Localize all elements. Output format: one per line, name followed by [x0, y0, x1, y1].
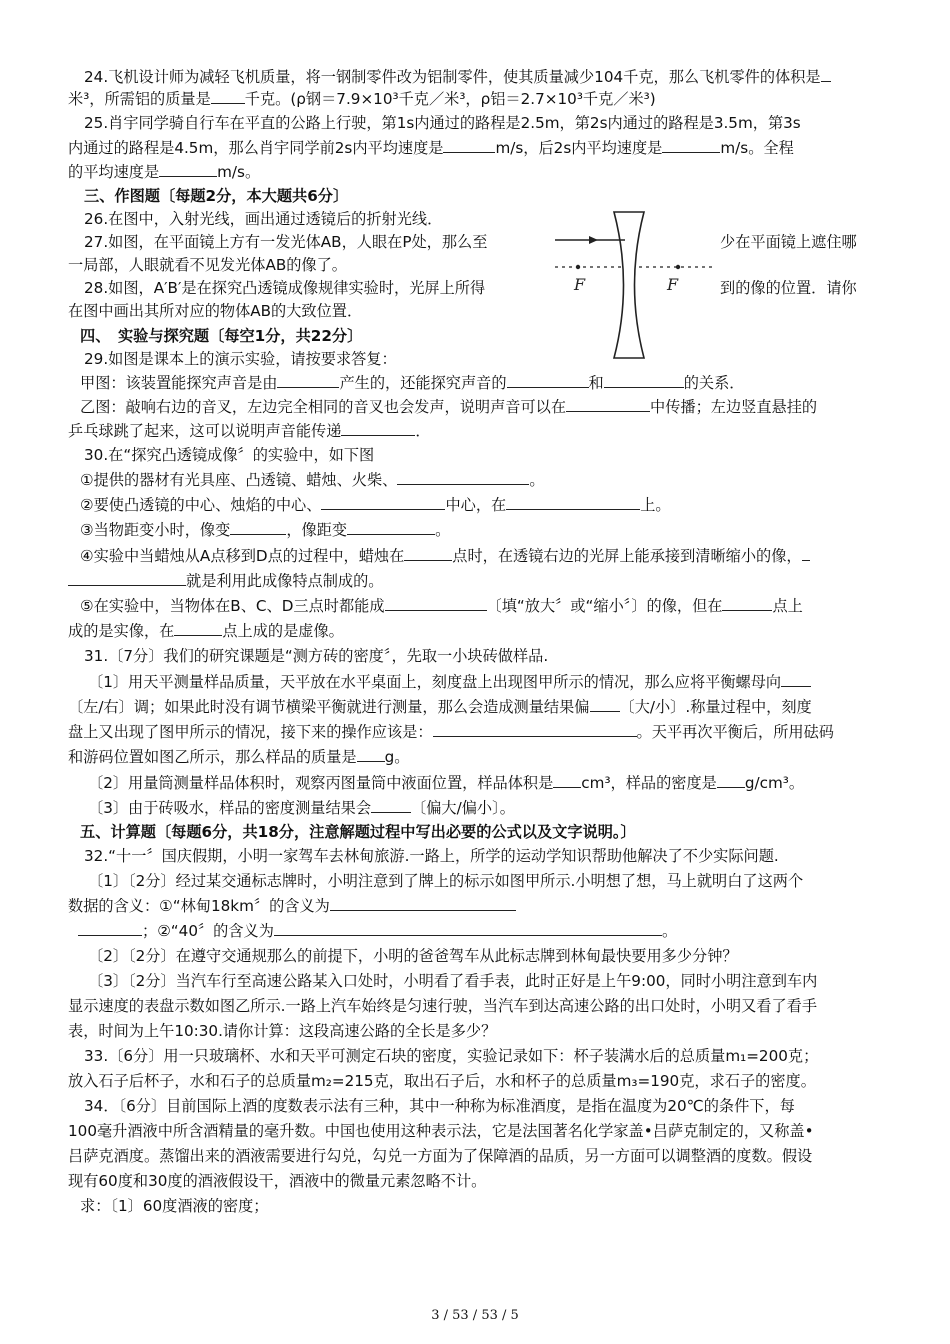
text-line-l40 — [68, 1020, 496, 1042]
answer-blank[interactable] — [781, 671, 811, 687]
answer-blank[interactable] — [174, 620, 222, 636]
text-line-l45 — [68, 1145, 812, 1167]
text-line-l46 — [68, 1170, 486, 1192]
line-text: cm³，样品的密度是 — [581, 774, 717, 792]
text-line-l43 — [84, 1095, 795, 1117]
text-line-l24 — [68, 620, 344, 642]
line-text: 在图中画出其所对应的物体AB的大致位置． — [68, 302, 363, 320]
line-text: 26.在图中，入射光线，画出通过透镜后的折射光线． — [84, 210, 443, 228]
text-line-l12 — [80, 325, 362, 347]
text-line-l06 — [84, 185, 348, 207]
text-line-l10r — [720, 277, 857, 299]
answer-blank[interactable] — [159, 161, 217, 177]
text-line-l08 — [84, 231, 487, 253]
line-text: 到的像的位置．请你 — [720, 279, 857, 297]
answer-blank[interactable] — [371, 797, 411, 813]
answer-blank[interactable] — [330, 895, 516, 911]
text-line-l47 — [80, 1195, 268, 1217]
line-text: 〔1〕用天平测量样品质量，天平放在水平桌面上，刻度盘上出现图甲所示的情况，那么应将平衡螺母向 — [88, 673, 782, 691]
answer-blank[interactable] — [590, 696, 620, 712]
text-line-l17 — [84, 444, 374, 466]
line-text: 〔1〕〔2分〕经过某交通标志牌时，小明注意到了牌上的标示如图甲所示.小明想了想，马上就明白了这两个 — [88, 872, 804, 890]
line-text: 的平均速度是 — [68, 163, 160, 181]
page-footer: 3 / 53 / 53 / 5 — [431, 1308, 519, 1323]
line-text: 米³，所需铝的质量是 — [68, 90, 211, 108]
line-text: 〔2〕〔2分〕在遵守交通规那么的前提下，小明的爸爸驾车从此标志牌到林甸最快要用多少分钟？ — [88, 947, 738, 965]
answer-blank[interactable] — [341, 420, 415, 436]
answer-blank[interactable] — [78, 920, 142, 936]
line-text: 27.如图，在平面镜上方有一发光体AB，人眼在P处，那么至 — [84, 233, 488, 251]
line-text: 和 — [588, 374, 604, 392]
answer-blank[interactable] — [68, 570, 186, 586]
text-line-l35 — [68, 895, 516, 917]
answer-blank[interactable] — [433, 721, 637, 737]
text-line-l33 — [84, 845, 779, 867]
line-text: 中心，在 — [445, 496, 507, 514]
line-text: 34．〔6分〕目前国际上酒的度数表示法有三种，其中一种称为标准酒度，是指在温度为20℃的条件下，每 — [84, 1097, 795, 1115]
line-text: 100毫升酒液中所含酒精量的毫升数。中国也使用这种表示法，它是法国著名化学家盖•吕萨克制定的，又称盖• — [68, 1122, 814, 1140]
line-text: 乙图：敲响右边的音叉，左边完全相同的音叉也会发声，说明声音可以在 — [80, 398, 566, 416]
text-line-l13 — [84, 348, 397, 370]
line-text: 32.“十一〞国庆假期，小明一家驾车去林甸旅游.一路上，所学的运动学知识帮助他解决了不少实际问题. — [84, 847, 779, 865]
line-text: 吕萨克酒度。蒸馏出来的酒液需要进行勾兑，勾兑一方面为了保障酒的品质，另一方面可以调整酒的度数。假设 — [68, 1147, 813, 1165]
text-line-l44 — [68, 1120, 814, 1142]
line-text: 〔3〕由于砖吸水，样品的密度测量结果会 — [88, 799, 372, 817]
answer-blank[interactable] — [404, 545, 452, 561]
line-text: 现有60度和30度的酒液假设干，酒液中的微量元素忽略不计。 — [68, 1172, 487, 1190]
text-line-l16 — [68, 420, 431, 442]
line-text: 乒乓球跳了起来，这可以说明声音能传递 — [68, 422, 342, 440]
line-text: ②要使凸透镜的中心、烛焰的中心、 — [80, 496, 322, 514]
line-text: 点上 — [772, 597, 803, 615]
line-text: m/s。 — [217, 163, 261, 181]
focus-point-left — [576, 265, 580, 269]
line-text: 的关系． — [683, 374, 745, 392]
line-text: ⑤在实验中，当物体在B、C、D三点时都能成 — [80, 597, 385, 615]
line-text: 〔填“放大〞或“缩小〞〕的像，但在 — [486, 597, 723, 615]
answer-blank[interactable] — [357, 746, 385, 762]
answer-blank[interactable] — [506, 494, 640, 510]
line-text: ． — [415, 422, 431, 440]
text-line-l02 — [68, 88, 656, 110]
line-text: 〔偏大/偏小〕。 — [411, 799, 515, 817]
focus-label-left: F — [574, 275, 586, 294]
line-text: 求：〔1〕60度酒液的密度； — [80, 1197, 269, 1215]
text-line-l08r — [720, 231, 857, 253]
text-line-l05 — [68, 161, 260, 183]
text-line-l28 — [68, 721, 834, 743]
answer-blank[interactable] — [274, 920, 662, 936]
answer-blank[interactable] — [385, 595, 487, 611]
text-line-l10 — [84, 277, 485, 299]
answer-blank[interactable] — [802, 545, 810, 561]
text-line-l42 — [68, 1070, 816, 1092]
line-text: 数据的含义：①“林甸18km〞的含义为 — [68, 897, 330, 915]
line-text: 〔2〕用量筒测量样品体积时，观察丙图量筒中液面位置，样品体积是 — [88, 774, 554, 792]
answer-blank[interactable] — [347, 519, 435, 535]
text-line-l18 — [80, 469, 545, 491]
line-text: 25.肖宇同学骑自行车在平直的公路上行驶，第1s内通过的路程是2.5m，第2s内通过的路程是3.5m，第3s — [84, 114, 801, 132]
text-line-l15 — [80, 396, 817, 418]
text-line-l26 — [88, 671, 811, 693]
line-text: 甲图：该装置能探究声音是由 — [80, 374, 278, 392]
text-line-l11 — [68, 300, 362, 322]
line-text: 显示速度的表盘示数如图乙所示.一路上汽车始终是匀速行驶，当汽车到达高速公路的出口处时，小明又看了看手 — [68, 997, 818, 1015]
text-line-l04 — [68, 137, 794, 159]
text-line-l31 — [88, 797, 515, 819]
text-line-l22 — [68, 570, 383, 592]
line-text: 。 — [661, 922, 678, 940]
answer-blank[interactable] — [717, 772, 745, 788]
line-text: 放入石子后杯子，水和石子的总质量m₂=215克，取出石子后，水和杯子的总质量m₃=190克，求石子的密度。 — [68, 1072, 816, 1090]
line-text: 28.如图，A′B′是在探究凸透镜成像规律实验时，光屏上所得 — [84, 279, 486, 297]
line-text: 内通过的路程是4.5m，那么肖宇同学前2s内平均速度是 — [68, 139, 444, 157]
focus-label-right: F — [667, 275, 679, 294]
text-line-l03 — [84, 112, 801, 134]
line-text: 。 — [529, 471, 545, 489]
answer-blank[interactable] — [662, 137, 720, 153]
text-line-l41 — [84, 1045, 818, 1067]
line-text: 24.飞机设计师为减轻飞机质量，将一钢制零件改为铝制零件，使其质量减少104千克，那么飞机零件的体积是 — [84, 68, 821, 86]
line-text: 盘上又出现了图甲所示的情况，接下来的操作应该是： — [68, 723, 433, 741]
text-line-l25 — [84, 645, 548, 667]
answer-blank[interactable] — [397, 469, 529, 485]
line-text: 29.如图是课本上的演示实验，请按要求答复： — [84, 350, 397, 368]
line-text: ③当物距变小时，像变 — [80, 521, 231, 539]
line-text: 产生的，还能探究声音的 — [339, 374, 507, 392]
line-text: ①提供的器材有光具座、凸透镜、蜡烛、火柴、 — [80, 471, 398, 489]
line-text: 。天平再次平衡后，所用砝码 — [636, 723, 834, 741]
line-text: ④实验中当蜡烛从A点移到D点的过程中，蜡烛在 — [80, 547, 405, 565]
line-text: 三、作图题〔每题2分，本大题共6分〕 — [84, 187, 349, 205]
line-text: g。 — [384, 748, 410, 766]
line-text: 一局部，人眼就看不见发光体AB的像了。 — [68, 256, 347, 274]
line-text: 。 — [435, 521, 451, 539]
line-text: 〔大/小〕.称量过程中，刻度 — [619, 698, 812, 716]
line-text: 点上成的是虚像。 — [222, 622, 344, 640]
concave-lens-figure — [553, 200, 718, 370]
answer-blank[interactable] — [821, 66, 831, 82]
line-text: 表，时间为上午10:30.请你计算：这段高速公路的全长是多少？ — [68, 1022, 497, 1040]
text-line-l36 — [78, 920, 677, 942]
text-line-l23 — [80, 595, 803, 617]
line-text: 少在平面镜上遮住哪 — [720, 233, 857, 251]
line-text: 就是利用此成像特点制成的。 — [186, 572, 384, 590]
text-line-l21 — [80, 545, 810, 567]
line-text: 33.〔6分〕用一只玻璃杯、水和天平可测定石块的密度，实验记录如下：杯子装满水后的总质量m₁=200克； — [84, 1047, 819, 1065]
answer-blank[interactable] — [321, 494, 445, 510]
ray-arrow-icon — [589, 236, 598, 244]
line-text: ，像距变 — [286, 521, 348, 539]
line-text: m/s。全程 — [720, 139, 794, 157]
text-line-l39 — [68, 995, 817, 1017]
text-line-l01 — [84, 66, 831, 88]
line-text: ；②“40〞的含义为 — [142, 922, 274, 940]
answer-blank[interactable] — [211, 88, 245, 104]
line-text: 31.〔7分〕我们的研究课题是“测方砖的密度〞，先取一小块砖做样品. — [84, 647, 549, 665]
answer-blank[interactable] — [553, 772, 581, 788]
line-text: 四、 实验与探究题〔每空1分，共22分〕 — [80, 327, 363, 345]
text-line-l20 — [80, 519, 450, 541]
text-line-l32 — [80, 821, 636, 843]
line-text: 〔左/右〕调；如果此时没有调节横梁平衡就进行测量，那么会造成测量结果偏 — [68, 698, 590, 716]
text-line-l14 — [80, 372, 744, 394]
line-text: 中传播；左边竖直悬挂的 — [650, 398, 818, 416]
line-text: m/s，后2s内平均速度是 — [495, 139, 663, 157]
line-text: 〔3〕〔2分〕当汽车行至高速公路某入口处时，小明看了看手表，此时正好是上午9:00，同时小明注意到车内 — [88, 972, 818, 990]
answer-blank[interactable] — [604, 372, 684, 388]
focus-point-right — [676, 265, 680, 269]
answer-blank[interactable] — [277, 372, 339, 388]
text-line-l09 — [68, 254, 347, 276]
answer-blank[interactable] — [722, 595, 772, 611]
text-line-l34 — [88, 870, 803, 892]
answer-blank[interactable] — [443, 137, 495, 153]
concave-lens — [614, 212, 644, 358]
text-line-l30 — [88, 772, 804, 794]
line-text: 和游码位置如图乙所示，那么样品的质量是 — [68, 748, 357, 766]
answer-blank[interactable] — [230, 519, 286, 535]
text-line-l38 — [88, 970, 817, 992]
text-line-l07 — [84, 208, 442, 230]
text-line-l19 — [80, 494, 671, 516]
text-line-l27 — [68, 696, 812, 718]
line-text: 点时，在透镜右边的光屏上能承接到清晰缩小的像， — [452, 547, 802, 565]
text-line-l37 — [88, 945, 738, 967]
line-text: 30.在“探究凸透镜成像〞的实验中，如下图 — [84, 446, 375, 464]
answer-blank[interactable] — [566, 396, 650, 412]
answer-blank[interactable] — [507, 372, 589, 388]
line-text: 五、计算题〔每题6分，共18分，注意解题过程中写出必要的公式以及文字说明。〕 — [80, 823, 636, 841]
line-text: g/cm³。 — [744, 774, 805, 792]
text-line-l29 — [68, 746, 409, 768]
line-text: 千克。(ρ钢＝7.9×10³千克／米³，ρ铝＝2.7×10³千克／米³) — [244, 90, 656, 108]
line-text: 成的是实像，在 — [68, 622, 175, 640]
line-text: 上。 — [640, 496, 671, 514]
